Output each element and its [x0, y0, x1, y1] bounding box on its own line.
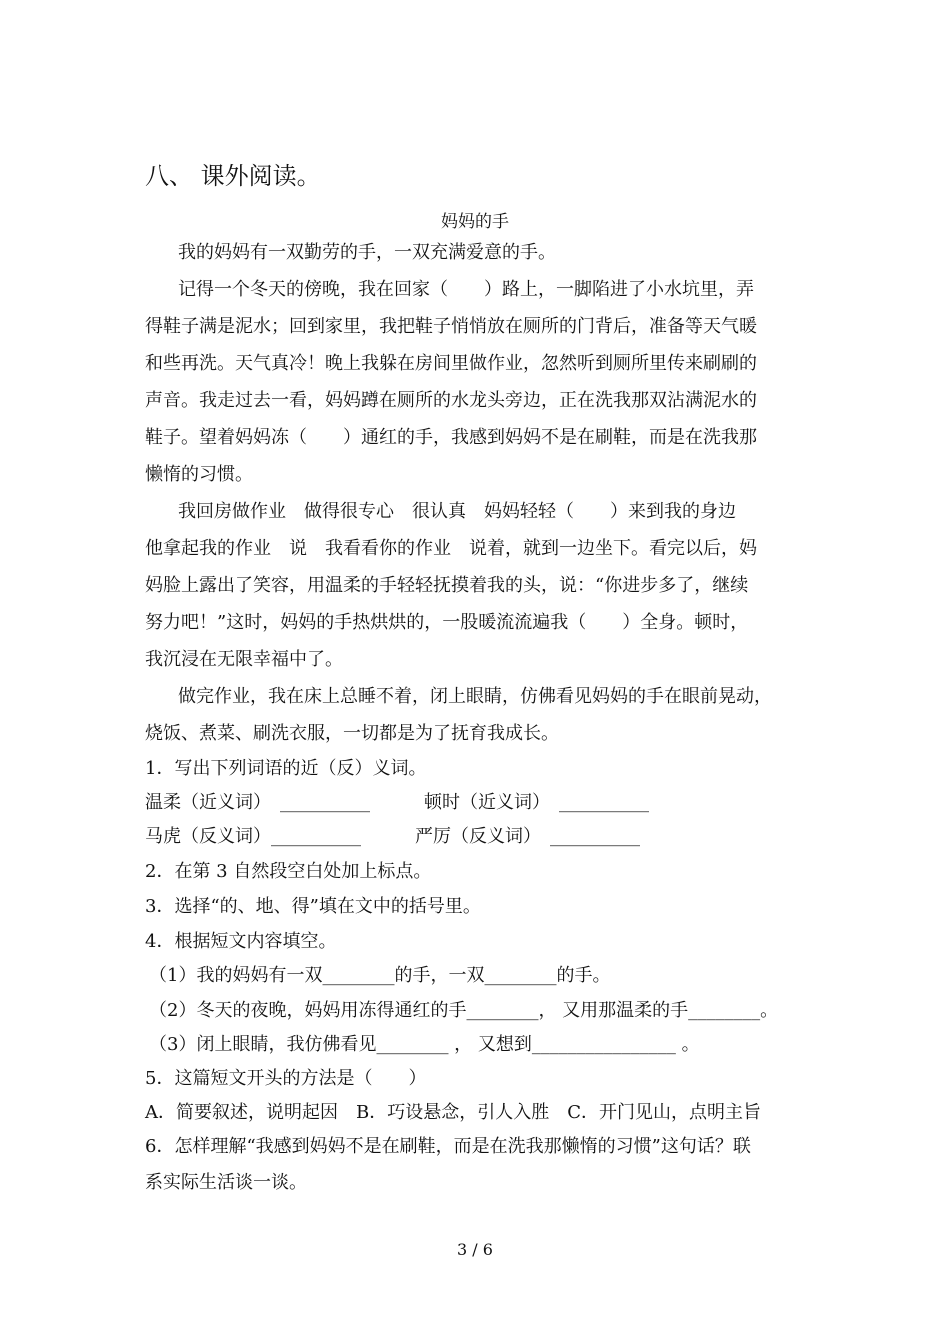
paragraph-line: 懒惰的习惯。	[145, 464, 253, 485]
question-4-item-3: （3）闭上眼睛，我仿佛看见________ ， 又想到________________ 。	[149, 1034, 700, 1055]
question-6-cont: 系实际生活谈一谈。	[145, 1172, 307, 1193]
question-1: 1．写出下列词语的近（反）义词。	[145, 758, 427, 779]
paragraph-line: 做完作业，我在床上总睡不着，闭上眼睛，仿佛看见妈妈的手在眼前晃动，	[178, 686, 772, 707]
section-title: 八、 课外阅读。	[145, 162, 321, 190]
paragraph-line: 记得一个冬天的傍晚，我在回家（ ）路上，一脚陷进了小水坑里，弄	[178, 279, 754, 300]
question-4-item-2: （2）冬天的夜晚，妈妈用冻得通红的手________， 又用那温柔的手________。	[149, 1000, 779, 1021]
question-4: 4．根据短文内容填空。	[145, 931, 337, 952]
question-6: 6．怎样理解“我感到妈妈不是在刷鞋，而是在洗我那懒惰的习惯”这句话？联	[145, 1136, 751, 1157]
paragraph-line: 声音。我走过去一看，妈妈蹲在厕所的水龙头旁边，正在洗我那双沾满泥水的	[145, 390, 757, 411]
page-number: 3 / 6	[457, 1240, 493, 1259]
question-5: 5．这篇短文开头的方法是（ ）	[145, 1068, 427, 1089]
paragraph-line: 我的妈妈有一双勤劳的手，一双充满爱意的手。	[178, 242, 556, 263]
paragraph-line: 我沉浸在无限幸福中了。	[145, 649, 343, 670]
question-4-item-1: （1）我的妈妈有一双________的手，一双________的手。	[149, 965, 611, 986]
question-2: 2．在第 3 自然段空白处加上标点。	[145, 861, 432, 882]
article-title: 妈妈的手	[441, 212, 509, 232]
question-3: 3．选择“的、地、得”填在文中的括号里。	[145, 896, 481, 917]
question-1-row-2: 马虎（反义词）__________ 严厉（反义词） __________	[145, 826, 640, 847]
paragraph-line: 努力吧！”这时，妈妈的手热烘烘的，一股暖流流遍我（ ）全身。顿时，	[145, 612, 749, 633]
paragraph-line: 烧饭、煮菜、刷洗衣服，一切都是为了抚育我成长。	[145, 723, 559, 744]
question-5-options: A．简要叙述，说明起因 B．巧设悬念，引人入胜 C．开门见山，点明主旨	[145, 1102, 761, 1123]
paragraph-line: 鞋子。望着妈妈冻（ ）通红的手，我感到妈妈不是在刷鞋，而是在洗我那	[145, 427, 757, 448]
paragraph-line: 妈脸上露出了笑容，用温柔的手轻轻抚摸着我的头，说：“你进步多了，继续	[145, 575, 749, 596]
paragraph-line: 我回房做作业 做得很专心 很认真 妈妈轻轻（ ）来到我的身边	[178, 501, 736, 522]
question-1-row-1: 温柔（近义词） __________ 顿时（近义词） __________	[145, 792, 649, 813]
paragraph-line: 他拿起我的作业 说 我看看你的作业 说着，就到一边坐下。看完以后，妈	[145, 538, 757, 559]
paragraph-line: 和些再洗。天气真冷！晚上我躲在房间里做作业，忽然听到厕所里传来刷刷的	[145, 353, 757, 374]
paragraph-line: 得鞋子满是泥水；回到家里，我把鞋子悄悄放在厕所的门背后，准备等天气暖	[145, 316, 757, 337]
